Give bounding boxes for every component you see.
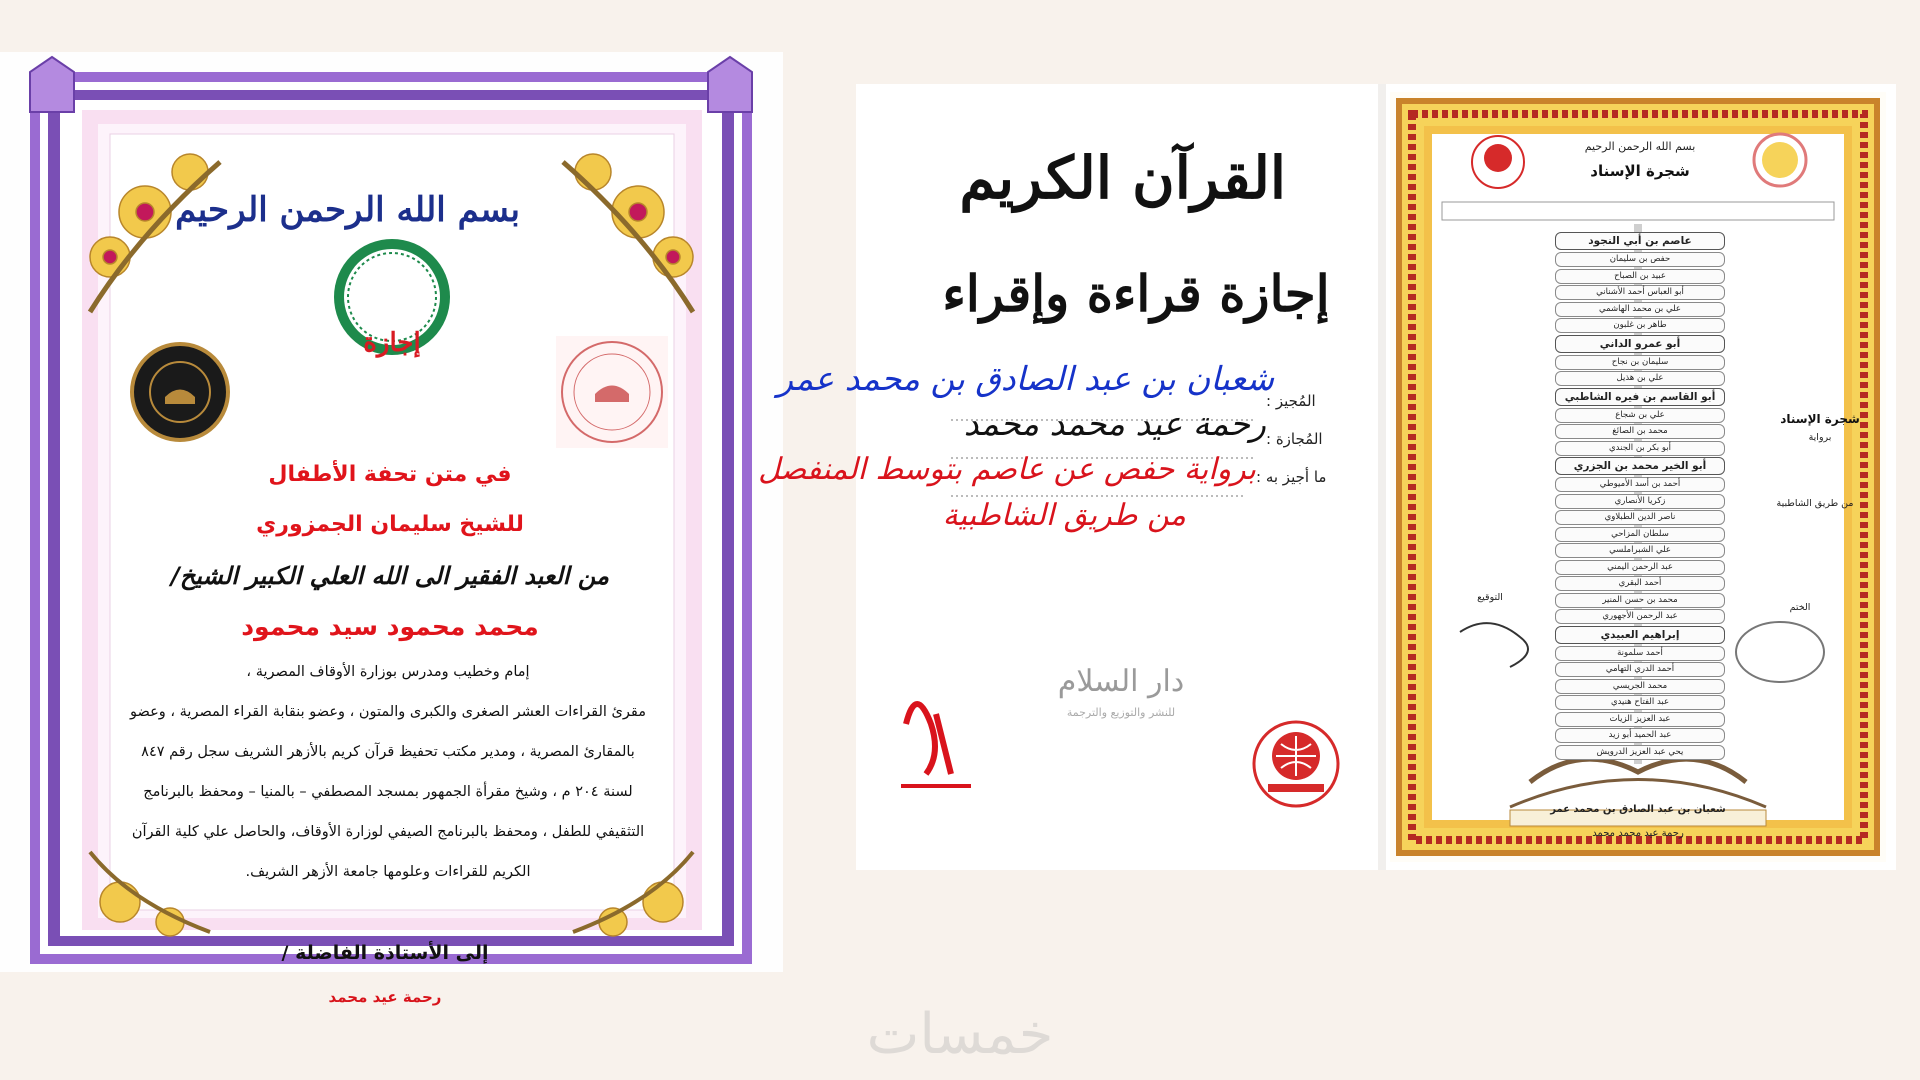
mujiz-handwriting: شعبان بن عبد الصادق بن محمد عمر bbox=[777, 359, 1274, 398]
isnad-name-box: عبد الرحمن الأجهوري bbox=[1555, 609, 1725, 624]
isnad-name-box: عاصم بن أبي النجود bbox=[1555, 232, 1725, 250]
isnad-name-box: عبد الرحمن اليمني bbox=[1555, 560, 1725, 575]
to-line: إلى الأستاذة الفاضلة / bbox=[281, 942, 489, 964]
publisher-logo: دار السلام bbox=[1057, 664, 1185, 699]
body-line: لسنة ٢٠٤ م ، وشيخ مقرأة الجمهور بمسجد المصطفي – بالمنيا – ومحفظ بالبرنامج bbox=[143, 784, 633, 800]
isnad-name-box: عبد الحميد أبو زيد bbox=[1555, 728, 1725, 743]
from-line: من العبد الفقير الى الله العلي الكبير الشيخ/ bbox=[171, 562, 609, 590]
khamsat-watermark: خمسات bbox=[866, 1002, 1054, 1067]
riwaya-line-2: من طريق الشاطبية bbox=[942, 498, 1186, 533]
isnad-name-box: أبو عمرو الداني bbox=[1555, 335, 1725, 353]
mujaz-handwriting: رحمة عيد محمد محمد bbox=[963, 404, 1266, 443]
tree-header-title: شجرة الإسناد bbox=[1590, 162, 1690, 180]
isnad-name-box: علي بن محمد الهاشمي bbox=[1555, 302, 1725, 317]
isnad-name-box: سليمان بن نجاح bbox=[1555, 355, 1725, 370]
title-quran: القرآن الكريم bbox=[959, 144, 1286, 212]
basmala: بسم الله الرحمن الرحيم bbox=[175, 190, 520, 230]
isnad-name-box: عبيد بن الصباح bbox=[1555, 269, 1725, 284]
isnad-name-box: حفص بن سليمان bbox=[1555, 252, 1725, 267]
isnad-name-box: أحمد الدري التهامي bbox=[1555, 662, 1725, 677]
isnad-name-box: محمد بن حسن المنير bbox=[1555, 593, 1725, 608]
red-logo-left bbox=[901, 704, 971, 788]
isnad-name-box: أبو الخير محمد بن الجزري bbox=[1555, 457, 1725, 475]
label-mujiz: المُجيز : bbox=[1266, 392, 1316, 410]
isnad-name-box: محمد بن الصائغ bbox=[1555, 424, 1725, 439]
left-certificate bbox=[0, 52, 783, 1006]
label-ma-ujiza: ما أجيز به : bbox=[1256, 468, 1327, 486]
author-line: للشيخ سليمان الجمزوري bbox=[256, 512, 524, 537]
label-mujaz: المُجازة : bbox=[1266, 430, 1323, 448]
isnad-name-box: أبو القاسم بن فيره الشاطبي bbox=[1555, 388, 1725, 406]
body-line: التثقيفي للطفل ، ومحفظ بالبرنامج الصيفي لوزارة الأوقاف، والحاصل علي كلية القرآن bbox=[131, 824, 645, 840]
body-line: إمام وخطيب ومدرس بوزارة الأوقاف المصرية ، bbox=[246, 664, 530, 680]
tree-bottom-name-2: رحمة عيد محمد محمد bbox=[1592, 828, 1684, 839]
isnad-name-box: أبو العباس أحمد الأشناني bbox=[1555, 285, 1725, 300]
pink-stamp-right bbox=[556, 336, 668, 448]
body-line: بالمقارئ المصرية ، ومدير مكتب تحفيظ قرآن كريم بالأزهر الشريف سجل رقم ٨٤٧ bbox=[141, 744, 635, 760]
isnad-name-box: أحمد سلمونة bbox=[1555, 646, 1725, 661]
badge-text: إجازة bbox=[363, 328, 421, 358]
isnad-name-box: محمد الجريسي bbox=[1555, 679, 1725, 694]
isnad-name-box: ناصر الدين الطبلاوي bbox=[1555, 510, 1725, 525]
tree-sign-label: التوقيع bbox=[1477, 592, 1503, 603]
book-line: في متن تحفة الأطفال bbox=[268, 462, 512, 487]
publisher-subtitle: للنشر والتوزيع والترجمة bbox=[1066, 706, 1176, 719]
isnad-name-box: طاهر بن غلبون bbox=[1555, 318, 1725, 333]
isnad-name-box: أحمد البقري bbox=[1555, 576, 1725, 591]
right-document bbox=[758, 84, 1896, 870]
tree-seal-label: الختم bbox=[1789, 602, 1811, 613]
isnad-tree-page bbox=[1390, 92, 1886, 862]
red-seal-bottom bbox=[1254, 722, 1338, 806]
title-ijaza: إجازة قراءة وإقراء bbox=[942, 264, 1330, 323]
riwaya-line-1: برواية حفص عن عاصم بتوسط المنفصل bbox=[758, 452, 1256, 487]
isnad-name-box: عبد العزيز الزيات bbox=[1555, 712, 1725, 727]
isnad-name-box: سلطان المزاحي bbox=[1555, 527, 1725, 542]
tree-side-title: شجرة الإسناد bbox=[1780, 412, 1860, 426]
isnad-name-box: زكريا الأنصاري bbox=[1555, 494, 1725, 509]
tree-side-sub: برواية bbox=[1808, 432, 1832, 443]
dark-seal-left bbox=[132, 344, 228, 440]
isnad-name-box: أحمد بن أسد الأميوطي bbox=[1555, 477, 1725, 492]
isnad-name-box: إبراهيم العبيدي bbox=[1555, 626, 1725, 644]
tree-header-top: بسم الله الرحمن الرحيم bbox=[1584, 140, 1696, 153]
student-name: رحمة عيد محمد bbox=[328, 988, 442, 1006]
teacher-name: محمد محمود سيد محمود bbox=[241, 612, 539, 641]
body-line: الكريم للقراءات وعلومها جامعة الأزهر الشريف. bbox=[245, 864, 531, 880]
isnad-name-box: علي بن شجاع bbox=[1555, 408, 1725, 423]
tree-side-path: من طريق الشاطبية bbox=[1776, 498, 1854, 509]
isnad-name-box: علي بن هذيل bbox=[1555, 371, 1725, 386]
isnad-name-box: يحي عبد العزيز الدرويش bbox=[1555, 745, 1725, 760]
tree-bottom-name-1: شعبان بن عبد الصادق بن محمد عمر bbox=[1550, 804, 1726, 815]
isnad-name-box: أبو بكر بن الجندي bbox=[1555, 441, 1725, 456]
body-line: مقرئ القراءات العشر الصغرى والكبرى والمتون ، وعضو بنقابة القراء المصرية ، وعضو bbox=[130, 704, 646, 720]
isnad-name-box: عبد الفتاح هنيدي bbox=[1555, 695, 1725, 710]
isnad-name-box: علي الشبراملسي bbox=[1555, 543, 1725, 558]
